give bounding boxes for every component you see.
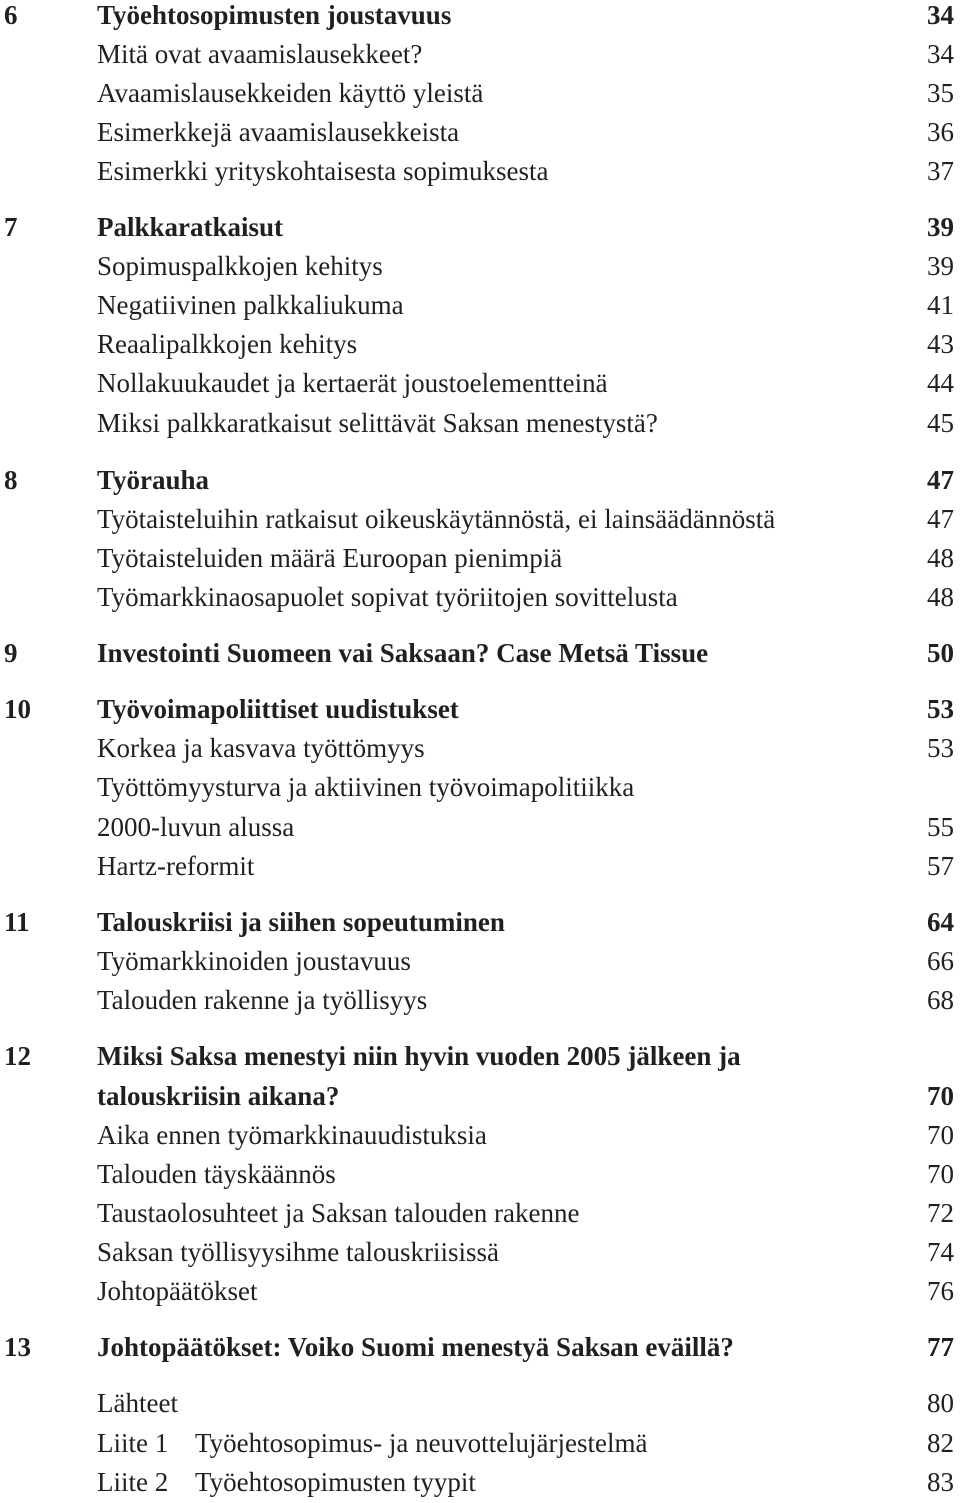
section-title: 2000-luvun alussa: [97, 812, 295, 842]
toc-section-row[interactable]: [0, 364, 960, 403]
page-number: 57: [927, 851, 954, 881]
page-number: 50: [927, 638, 954, 668]
appendix-label: Liite 2: [97, 1467, 169, 1497]
toc-section-row[interactable]: [0, 578, 960, 617]
page-number: 77: [927, 1332, 954, 1362]
page-number: 55: [927, 812, 954, 842]
toc-appendix-row[interactable]: [0, 1424, 960, 1463]
toc-section-row[interactable]: [0, 981, 960, 1020]
page-number: 48: [927, 543, 954, 573]
section-title: Talouden täyskäännös: [97, 1159, 336, 1189]
toc-section-row[interactable]: [0, 152, 960, 191]
section-title: Reaalipalkkojen kehitys: [97, 329, 358, 359]
chapter-title: Johtopäätökset: Voiko Suomi menestyä Saksan eväillä?: [97, 1332, 734, 1362]
section-title: Nollakuukaudet ja kertaerät joustoelementteinä: [97, 368, 608, 398]
section-title: Aika ennen työmarkkinauudistuksia: [97, 1120, 487, 1150]
section-title: Taustaolosuhteet ja Saksan talouden rakenne: [97, 1198, 580, 1228]
toc-chapter-row[interactable]: [0, 903, 960, 942]
page-number: 35: [927, 78, 954, 108]
chapter-number: 7: [4, 212, 18, 242]
appendix-title: Työehtosopimusten tyypit: [195, 1467, 476, 1497]
page-number: 34: [927, 39, 954, 69]
toc-section-row[interactable]: [0, 74, 960, 113]
chapter-title: Työrauha: [97, 465, 210, 495]
appendix-title: Työehtosopimus- ja neuvottelujärjestelmä: [195, 1428, 648, 1458]
chapter-number: 8: [4, 465, 18, 495]
toc-section-row[interactable]: [0, 1384, 960, 1423]
section-title: Työtaisteluiden määrä Euroopan pienimpiä: [97, 543, 563, 573]
page-number: 70: [927, 1159, 954, 1189]
page-number: 80: [927, 1388, 954, 1418]
section-title: Saksan työllisyysihme talouskriisissä: [97, 1237, 499, 1267]
toc-section-row[interactable]: [0, 35, 960, 74]
toc-chapter-row[interactable]: [0, 1328, 960, 1367]
toc-section-row[interactable]: [0, 404, 960, 443]
page-number: 39: [927, 251, 954, 281]
section-title: Talouden rakenne ja työllisyys: [97, 985, 428, 1015]
section-title: Lähteet: [97, 1388, 178, 1418]
section-title: Esimerkkejä avaamislausekkeista: [97, 117, 460, 147]
page-number: 53: [927, 733, 954, 763]
chapter-number: 12: [4, 1041, 31, 1071]
toc-section-row[interactable]: [0, 247, 960, 286]
page-number: 83: [927, 1467, 954, 1497]
page-number: 70: [927, 1081, 954, 1111]
section-title: Negatiivinen palkkaliukuma: [97, 290, 404, 320]
chapter-title: talouskriisin aikana?: [97, 1081, 340, 1111]
chapter-title: Työvoimapoliittiset uudistukset: [97, 694, 459, 724]
page-number: 34: [927, 0, 954, 30]
chapter-number: 10: [4, 694, 31, 724]
toc-section-row[interactable]: [0, 539, 960, 578]
page-number: 70: [927, 1120, 954, 1150]
toc-chapter-row[interactable]: [0, 634, 960, 673]
page-number: 39: [927, 212, 954, 242]
section-title: Mitä ovat avaamislausekkeet?: [97, 39, 423, 69]
page-number: 76: [927, 1276, 954, 1306]
section-title: Korkea ja kasvava työttömyys: [97, 733, 425, 763]
toc-appendix-row[interactable]: [0, 1463, 960, 1502]
chapter-title: Palkkaratkaisut: [97, 212, 284, 242]
toc-section-row[interactable]: [0, 942, 960, 981]
chapter-title: Talouskriisi ja siihen sopeutuminen: [97, 907, 505, 937]
page-number: 41: [927, 290, 954, 320]
toc-section-row[interactable]: [0, 729, 960, 768]
toc-chapter-row[interactable]: [0, 690, 960, 729]
toc-section-row[interactable]: [0, 1116, 960, 1155]
toc-section-row[interactable]: [0, 1194, 960, 1233]
section-title: Miksi palkkaratkaisut selittävät Saksan menestystä?: [97, 408, 658, 438]
section-title: Työmarkkinoiden joustavuus: [97, 946, 411, 976]
chapter-number: 13: [4, 1332, 31, 1362]
chapter-title: Työehtosopimusten joustavuus: [97, 0, 452, 30]
section-title: Sopimuspalkkojen kehitys: [97, 251, 383, 281]
page-number: 44: [927, 368, 954, 398]
chapter-number: 6: [4, 0, 18, 30]
page-number: 45: [927, 408, 954, 438]
toc-section-row[interactable]: [0, 286, 960, 325]
toc-chapter-row[interactable]: [0, 0, 960, 35]
page-number: 47: [927, 504, 954, 534]
appendix-label: Liite 1: [97, 1428, 169, 1458]
section-title: Esimerkki yrityskohtaisesta sopimuksesta: [97, 156, 549, 186]
toc-section-row[interactable]: [0, 325, 960, 364]
page-number: 64: [927, 907, 954, 937]
toc-section-row[interactable]: [0, 768, 960, 807]
section-title: Johtopäätökset: [97, 1276, 258, 1306]
section-title: Hartz-reformit: [97, 851, 255, 881]
toc-chapter-row[interactable]: [0, 461, 960, 500]
page-number: 37: [927, 156, 954, 186]
toc-section-row[interactable]: [0, 847, 960, 886]
page-number: 72: [927, 1198, 954, 1228]
chapter-number: 11: [4, 907, 30, 937]
page-number: 36: [927, 117, 954, 147]
toc-section-row[interactable]: [0, 500, 960, 539]
toc-section-row[interactable]: [0, 808, 960, 847]
chapter-number: 9: [4, 638, 18, 668]
page-number: 53: [927, 694, 954, 724]
page-number: 66: [927, 946, 954, 976]
page-number: 48: [927, 582, 954, 612]
page-number: 82: [927, 1428, 954, 1458]
toc-chapter-row[interactable]: [0, 1037, 960, 1076]
section-title: Työtaisteluihin ratkaisut oikeuskäytännöstä, ei lainsäädännöstä: [97, 504, 776, 534]
toc-section-row[interactable]: [0, 1155, 960, 1194]
chapter-title: Miksi Saksa menestyi niin hyvin vuoden 2005 jälkeen ja: [97, 1041, 741, 1071]
section-title: Työttömyysturva ja aktiivinen työvoimapolitiikka: [97, 772, 635, 802]
page-number: 43: [927, 329, 954, 359]
section-title: Työmarkkinaosapuolet sopivat työriitojen sovittelusta: [97, 582, 678, 612]
page-number: 68: [927, 985, 954, 1015]
toc-chapter-row[interactable]: [0, 208, 960, 247]
section-title: Avaamislausekkeiden käyttö yleistä: [97, 78, 484, 108]
toc-section-row[interactable]: [0, 1272, 960, 1311]
toc-chapter-row[interactable]: [0, 1077, 960, 1116]
toc-section-row[interactable]: [0, 113, 960, 152]
toc-section-row[interactable]: [0, 1233, 960, 1272]
chapter-title: Investointi Suomeen vai Saksaan? Case Metsä Tissue: [97, 638, 709, 668]
page-number: 47: [927, 465, 954, 495]
page-number: 74: [927, 1237, 954, 1267]
